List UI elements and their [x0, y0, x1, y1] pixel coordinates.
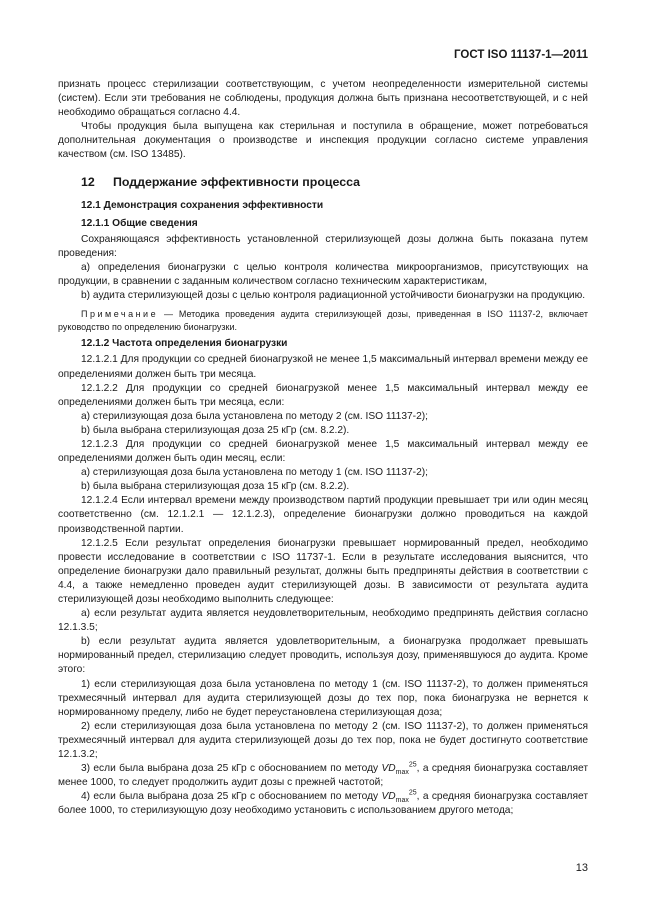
list-item-text: , а средняя бионагрузка составляет более 1000, то стерилизующую дозу необходимо установить с использованием другого метода;	[58, 791, 588, 817]
list-item: 1) если стерилизующая доза была установлена по методу 1 (см. ISO 11137-2), то должен применяться трехмесячный интервал для аудита стерилизующей дозы до тех пор, пока бионагрузка не вернется к нормированному пределу, либо не будет переустановлена стерилизующая доза;	[58, 678, 588, 718]
list-item	[58, 790, 588, 818]
list-item: a) стерилизующая доза была установлена по методу 1 (см. ISO 11137-2);	[81, 467, 428, 479]
note	[58, 308, 588, 333]
note-label: Примечание	[81, 309, 159, 320]
list-item: b) если результат аудита является удовлетворительным, а бионагрузка продолжает превышать нормированный предел, стерилизацию следует проводить, используя дозу, применявшуюся до аудита. Кроме этого:	[58, 636, 588, 676]
body-text	[58, 78, 588, 819]
paragraph: Чтобы продукция была выпущена как стерильная и поступила в обращение, может потребоваться дополнительная документация о производстве и инспекция продукции согласно системе управления качеством (см. ISO 13485).	[58, 121, 588, 161]
list-item: a) стерилизующая доза была установлена по методу 2 (см. ISO 11137-2);	[81, 410, 428, 422]
section-number: 12	[81, 174, 95, 189]
list-item-text: 4) если была выбрана доза 25 кГр с обоснованием по методу	[81, 791, 382, 803]
paragraph: признать процесс стерилизации соответствующим, с учетом неопределенности измерительной системы (систем). Если эти требования не соблюдены, продукция должна быть признана несоответствующей, и с ней необходимо обращаться согласно 4.4.	[58, 79, 588, 119]
section-heading	[81, 175, 588, 189]
subsection-heading: 12.1.2 Частота определения бионагрузки	[81, 338, 288, 350]
list-item: b) была выбрана стерилизующая доза 15 кГр (см. 8.2.2).	[81, 481, 350, 493]
vd-symbol: VD	[381, 763, 396, 775]
list-item: 2) если стерилизующая доза была установлена по методу 2 (см. ISO 11137-2), то должен применяться трехмесячный интервал для аудита стерилизующей дозы до тех пор, пока не будет достигнуто соответствие 12.1.3.2;	[58, 720, 588, 761]
subsection-heading: 12.1 Демонстрация сохранения эффективности	[81, 199, 324, 211]
vd-symbol: VD	[381, 791, 396, 803]
subsection-heading: 12.1.1 Общие сведения	[81, 217, 198, 229]
paragraph: 12.1.2.5 Если результат определения бионагрузки превышает нормированный предел, необходимо провести исследование в соответствии с ISO 11737-1. Если в результате исследования выяснится, что определение бионагрузки дало правильный результат, должны быть предприняты действия в соответствии с 4.4, а также немедленно проведен аудит стерилизующей дозы. В зависимости от результата аудита стерилизующей дозы необходимо выполнить следующее:	[58, 537, 588, 605]
list-item: b) аудита стерилизующей дозы с целью контроля радиационной устойчивости бионагрузки на продукцию.	[81, 290, 586, 302]
paragraph: Сохраняющаяся эффективность установленной стерилизующей дозы должна быть показана путем проведения:	[58, 233, 588, 259]
page-header-doc-id: ГОСТ ISO 11137-1—2011	[454, 49, 588, 61]
vd-subscript: max	[395, 769, 409, 777]
list-item: b) была выбрана стерилизующая доза 25 кГр (см. 8.2.2).	[81, 424, 350, 436]
note-text: — Методика проведения аудита стерилизующей дозы, приведенная в ISO 11137-2, включает руководство по определению бионагрузки.	[58, 309, 588, 332]
vd-superscript: 25	[408, 761, 417, 769]
list-item-text: 3) если была выбрана доза 25 кГр с обоснованием по методу	[81, 763, 382, 775]
paragraph: 12.1.2.1 Для продукции со средней бионагрузкой не менее 1,5 максимальный интервал времени между ее определениями должен быть три месяца.	[58, 354, 589, 380]
paragraph: 12.1.2.4 Если интервал времени между производством партий продукции превышает три или один месяц соответственно (см. 12.1.2.1 — 12.1.2.3), определение бионагрузки должно проводиться на каждой производственной партии.	[58, 495, 588, 535]
list-item	[58, 762, 588, 790]
vd-subscript: max	[395, 797, 409, 805]
list-item: a) определения бионагрузки с целью контроля количества микроорганизмов, присутствующих на продукции, в сравнении с заданным количеством согласно техническим характеристикам,	[58, 262, 588, 288]
paragraph: 12.1.2.3 Для продукции со средней бионагрузкой менее 1,5 максимальный интервал между ее определениями должен быть один месяц, если:	[58, 438, 588, 465]
vd-superscript: 25	[408, 789, 417, 797]
section-title: Поддержание эффективности процесса	[113, 174, 361, 189]
page-number: 13	[575, 862, 588, 874]
paragraph: 12.1.2.2 Для продукции со средней бионагрузкой менее 1,5 максимальный интервал между ее определениями должен быть три месяца, если:	[58, 382, 588, 408]
list-item-text: , а средняя бионагрузка составляет менее 1000, то следует продолжить аудит дозы с прежней частотой;	[58, 763, 588, 789]
list-item: a) если результат аудита является неудовлетворительным, необходимо предпринять действия согласно 12.1.3.5;	[58, 608, 588, 634]
